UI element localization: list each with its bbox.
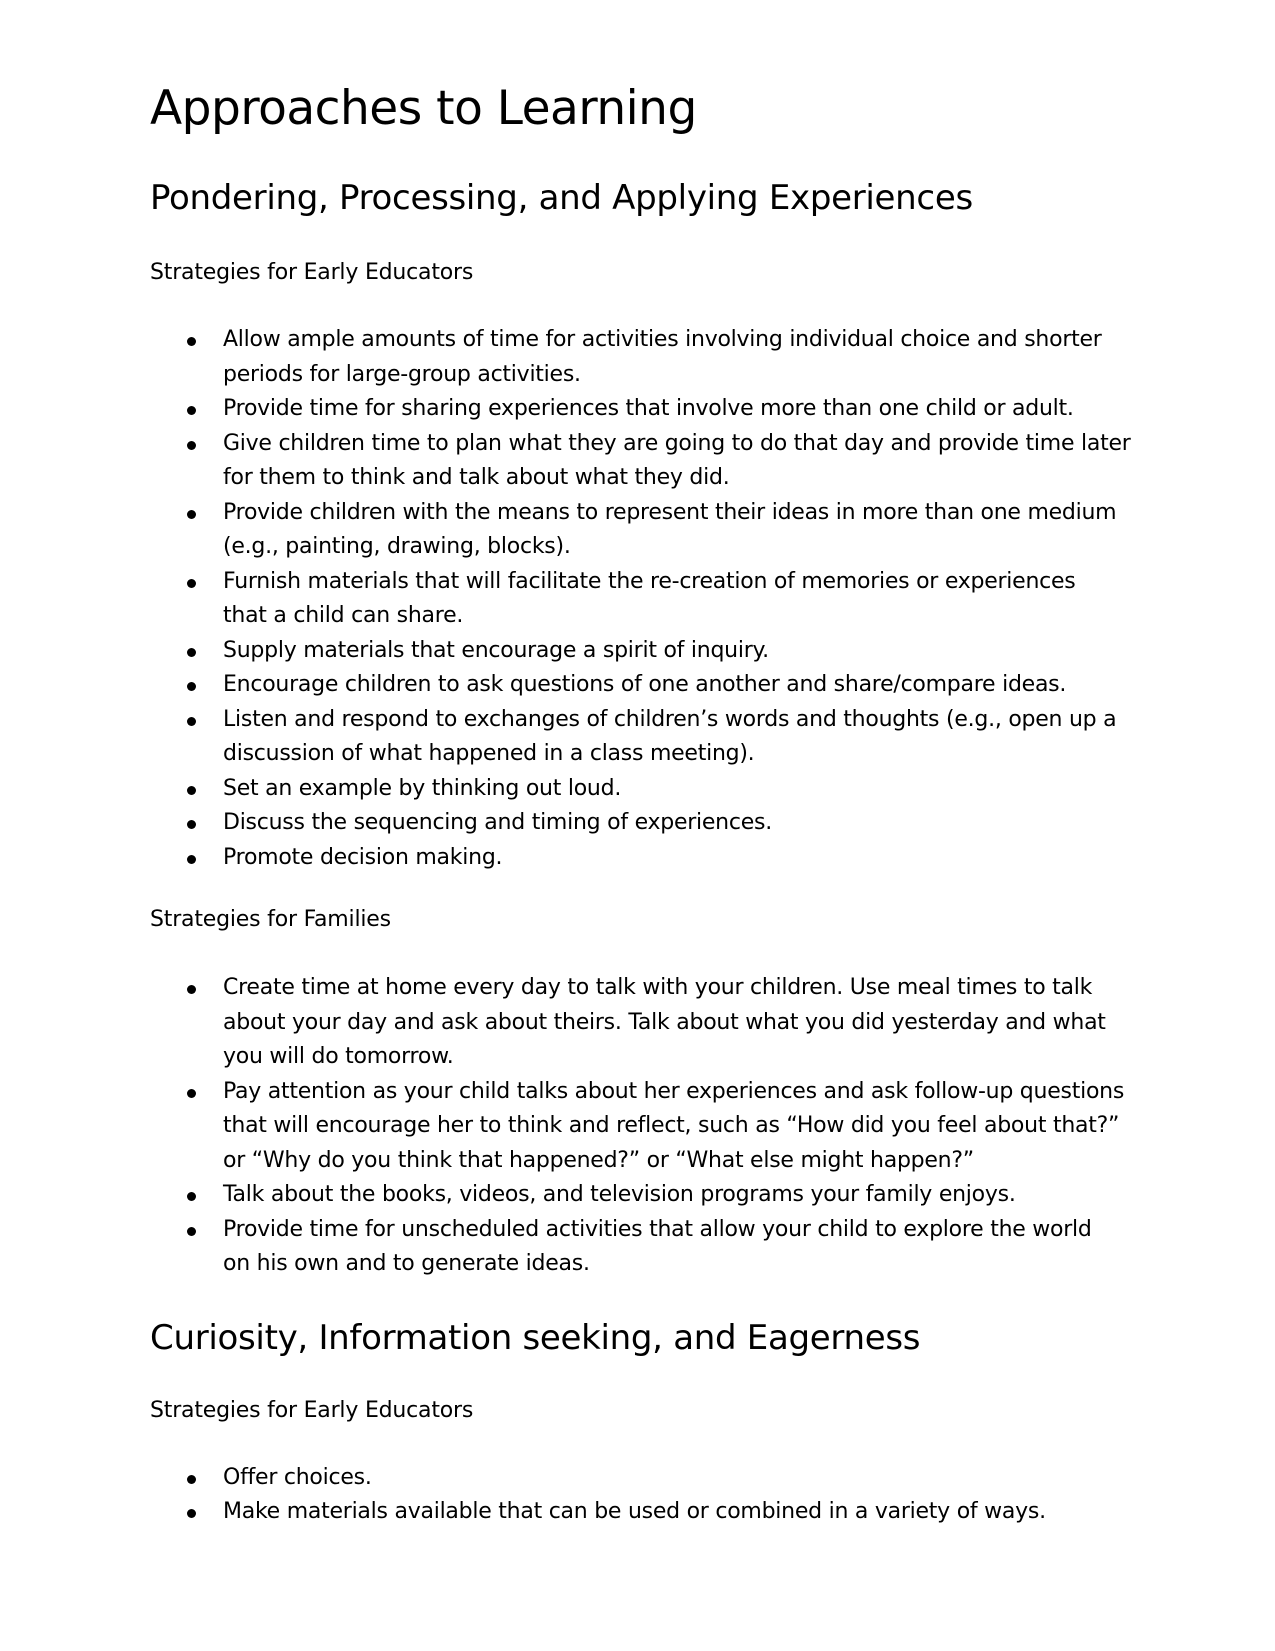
section-heading-curiosity: Curiosity, Information seeking, and Eagerness bbox=[150, 1317, 921, 1358]
list-item bbox=[150, 496, 1210, 565]
list-item-text: Furnish materials that will facilitate the re-creation of memories or experiences bbox=[223, 568, 1076, 594]
list-item-text: that will encourage her to think and reflect, such as “How did you feel about that?” bbox=[223, 1113, 1120, 1138]
list-item-text: Talk about the books, videos, and television programs your family enjoys. bbox=[223, 1182, 1016, 1207]
bullet-icon bbox=[187, 579, 196, 588]
bullet-icon bbox=[187, 1192, 196, 1201]
document-title: Approaches to Learning bbox=[150, 81, 697, 136]
section-heading-pondering: Pondering, Processing, and Applying Experiences bbox=[150, 178, 973, 218]
bullet-icon bbox=[187, 1509, 196, 1518]
list-item bbox=[150, 1075, 1210, 1179]
list-item-text: Pay attention as your child talks about her experiences and ask follow-up questions bbox=[223, 1078, 1125, 1104]
list-item bbox=[150, 427, 1210, 496]
list-item bbox=[150, 668, 1210, 703]
list-item bbox=[150, 1461, 1210, 1496]
list-item-text: Offer choices. bbox=[223, 1464, 372, 1490]
list-item bbox=[150, 1213, 1210, 1282]
bullet-list-early-educators bbox=[150, 323, 1210, 875]
list-item-text: Give children time to plan what they are going to do that day and provide time later bbox=[223, 430, 1131, 456]
bullet-icon bbox=[187, 717, 196, 726]
list-item-text: Listen and respond to exchanges of children’s words and thoughts (e.g., open up a bbox=[223, 706, 1117, 732]
list-item-text: Encourage children to ask questions of one another and share/compare ideas. bbox=[223, 672, 1067, 697]
list-item-text: Provide time for sharing experiences that involve more than one child or adult. bbox=[223, 396, 1074, 421]
list-item-text: you will do tomorrow. bbox=[223, 1044, 454, 1069]
bullet-icon bbox=[187, 441, 196, 450]
bullet-icon bbox=[187, 985, 196, 994]
list-item-text: Provide time for unscheduled activities that allow your child to explore the world bbox=[223, 1216, 1092, 1242]
list-item bbox=[150, 565, 1210, 634]
document-page bbox=[150, 78, 1210, 1530]
list-item bbox=[150, 1495, 1210, 1530]
list-item bbox=[150, 323, 1210, 392]
list-item bbox=[150, 772, 1210, 807]
list-item-text: Create time at home every day to talk with your children. Use meal times to talk bbox=[223, 975, 1093, 1000]
subheading-early-educators: Strategies for Early Educators bbox=[150, 260, 474, 285]
bullet-icon bbox=[187, 648, 196, 657]
list-item-text: Set an example by thinking out loud. bbox=[223, 775, 622, 801]
list-item bbox=[150, 703, 1210, 772]
list-item-text: on his own and to generate ideas. bbox=[223, 1251, 590, 1276]
list-item-text: about your day and ask about theirs. Talk about what you did yesterday and what bbox=[223, 1009, 1106, 1035]
bullet-icon bbox=[187, 682, 196, 691]
list-item-text: Discuss the sequencing and timing of experiences. bbox=[223, 810, 772, 835]
list-item bbox=[150, 841, 1210, 876]
bullet-icon bbox=[187, 337, 196, 346]
list-item-text: Promote decision making. bbox=[223, 844, 503, 870]
list-item-text: Provide children with the means to represent their ideas in more than one medium bbox=[223, 499, 1117, 525]
bullet-icon bbox=[187, 820, 196, 829]
bullet-icon bbox=[187, 406, 196, 415]
bullet-icon bbox=[187, 1227, 196, 1236]
list-item-text: periods for large-group activities. bbox=[223, 361, 581, 387]
list-item bbox=[150, 806, 1210, 841]
list-item-text: Supply materials that encourage a spirit of inquiry. bbox=[223, 637, 769, 663]
list-item bbox=[150, 392, 1210, 427]
bullet-icon bbox=[187, 1475, 196, 1484]
bullet-icon bbox=[187, 855, 196, 864]
list-item bbox=[150, 971, 1210, 1075]
subheading-families: Strategies for Families bbox=[150, 907, 391, 932]
list-item-text: Allow ample amounts of time for activities involving individual choice and shorter bbox=[223, 327, 1102, 352]
list-item-text: Make materials available that can be used or combined in a variety of ways. bbox=[223, 1499, 1046, 1524]
list-item bbox=[150, 1178, 1210, 1213]
list-item-text: that a child can share. bbox=[223, 603, 464, 628]
subheading-early-educators-curiosity: Strategies for Early Educators bbox=[150, 1397, 474, 1423]
bullet-list-early-educators-curiosity bbox=[150, 1461, 1210, 1530]
bullet-icon bbox=[187, 786, 196, 795]
list-item-text: (e.g., painting, drawing, blocks). bbox=[223, 534, 571, 559]
bullet-icon bbox=[187, 510, 196, 519]
list-item-text: or “Why do you think that happened?” or “What else might happen?” bbox=[223, 1147, 974, 1173]
list-item bbox=[150, 634, 1210, 669]
list-item-text: for them to think and talk about what they did. bbox=[223, 465, 730, 490]
bullet-icon bbox=[187, 1089, 196, 1098]
list-item-text: discussion of what happened in a class meeting). bbox=[223, 741, 755, 766]
bullet-list-families bbox=[150, 971, 1210, 1282]
